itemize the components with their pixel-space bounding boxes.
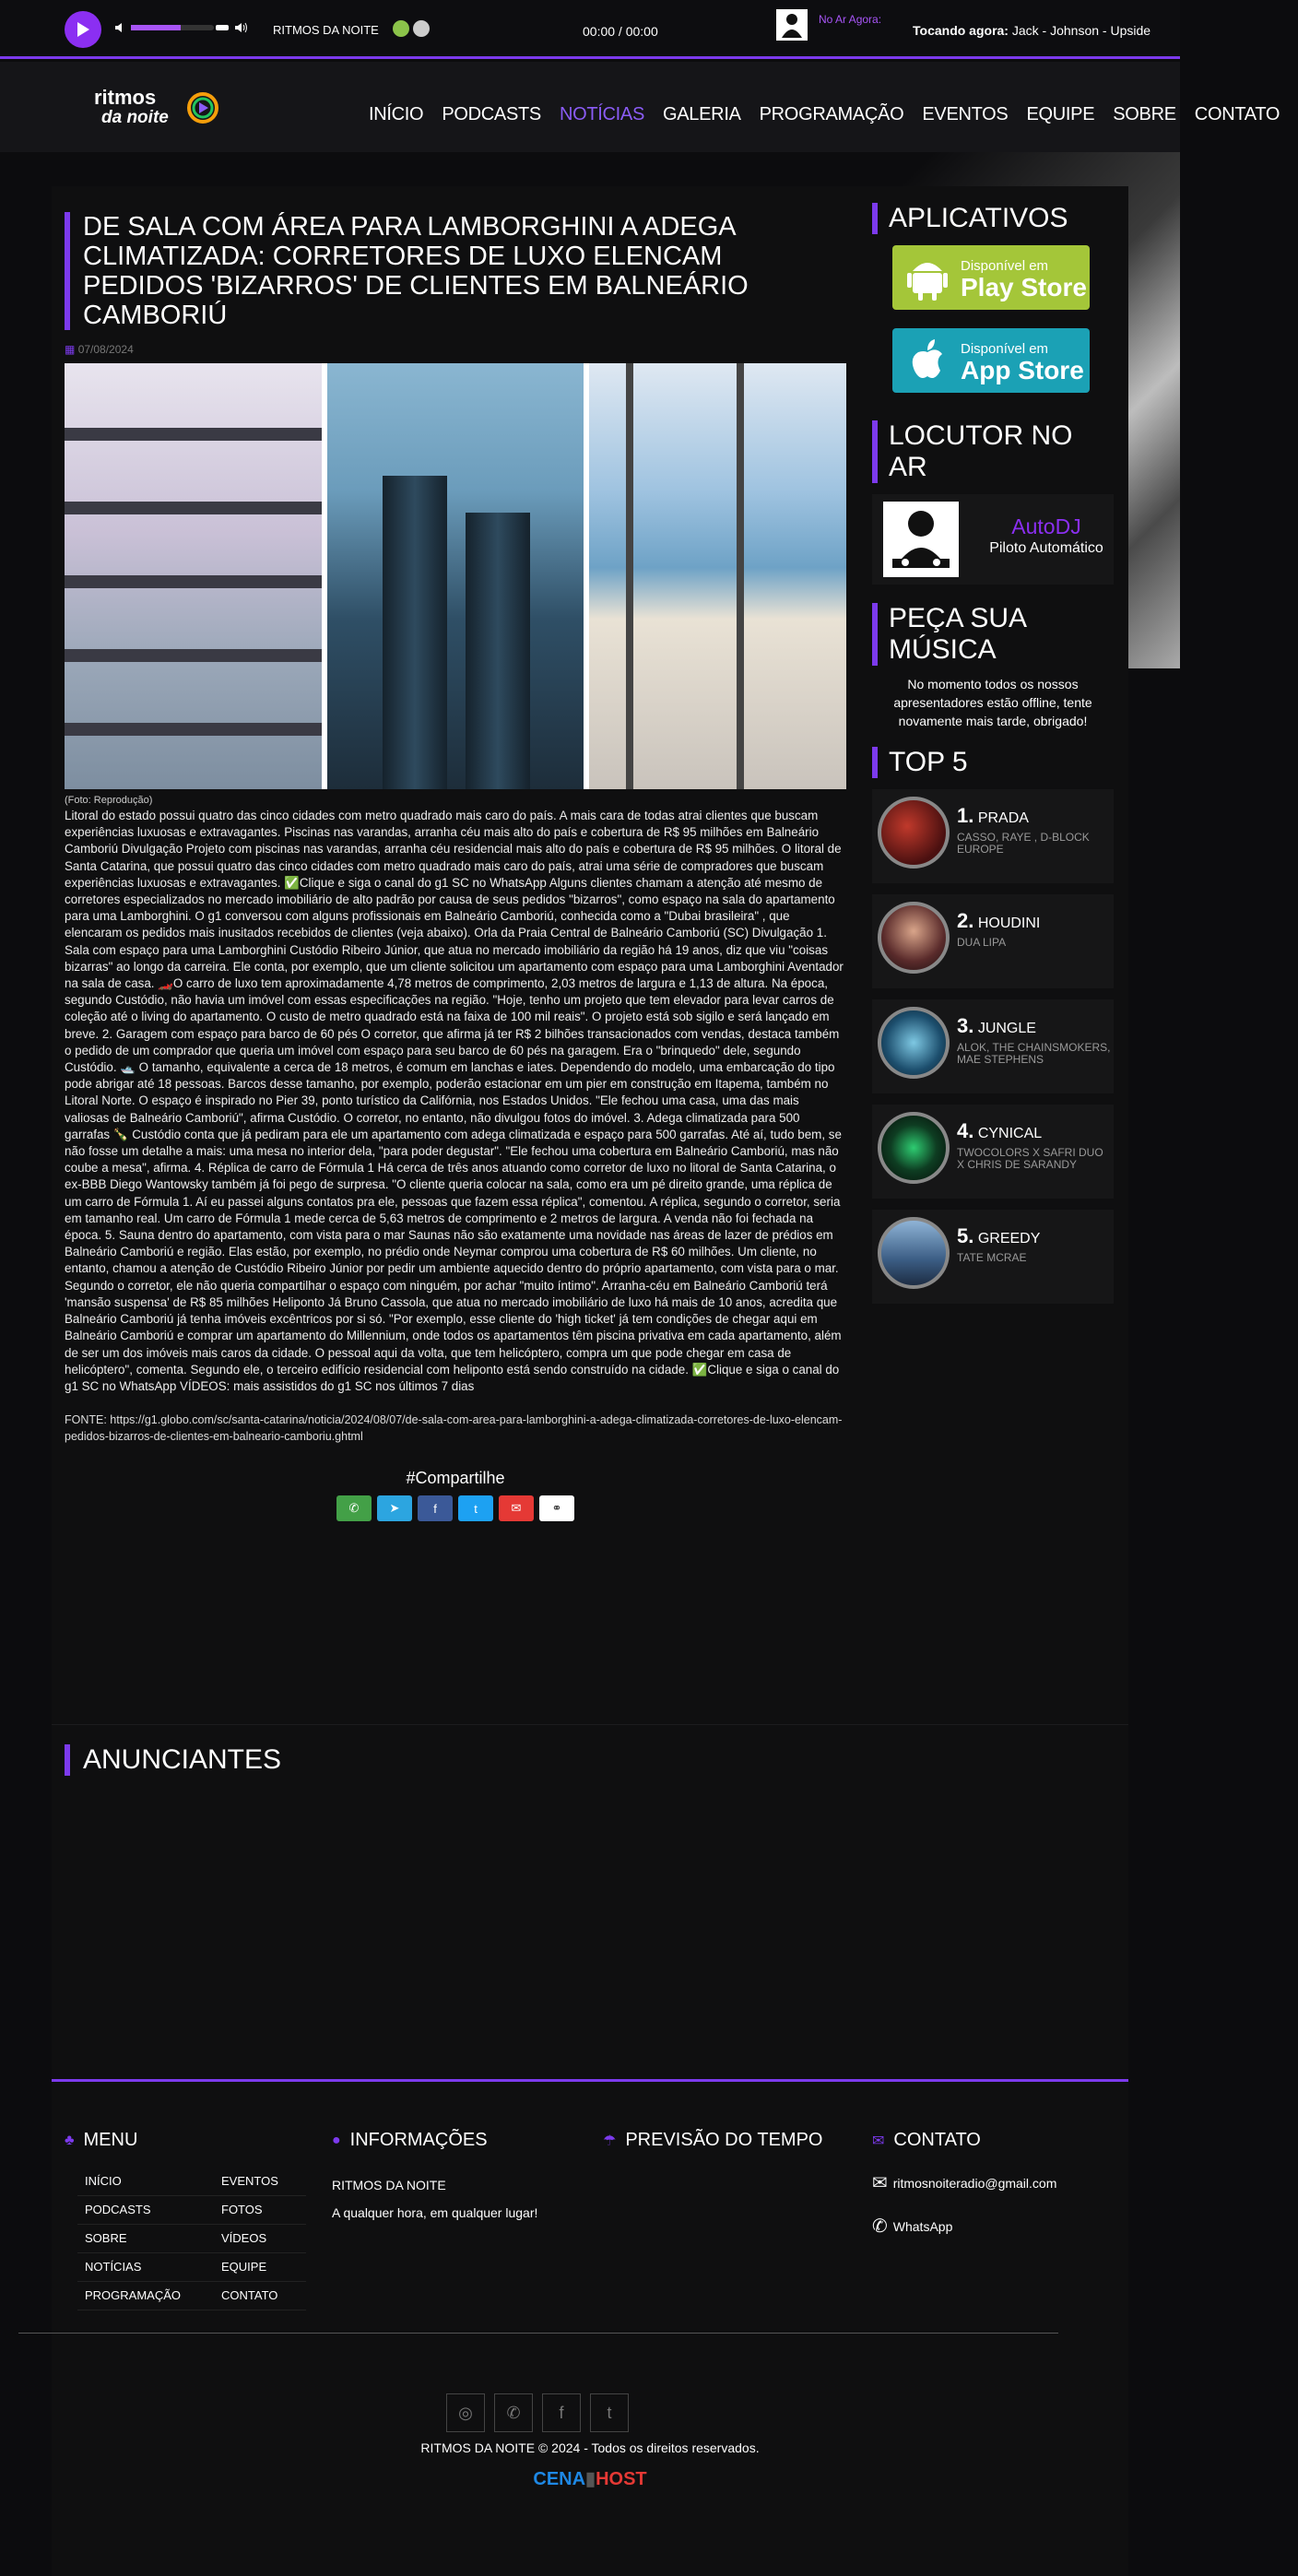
dj-icon (780, 12, 804, 38)
footer-contact-title: CONTATO (893, 2130, 981, 2150)
article-date (65, 343, 846, 356)
top5-item[interactable] (872, 999, 1114, 1093)
email-icon: ✉ (872, 2173, 888, 2193)
volume-slider[interactable] (131, 25, 214, 30)
peca-text: No momento todos os nossos apresentadores estão offline, tente novamente mais tarde, obrigado! (893, 677, 1092, 728)
envelope-icon: ✉ (872, 2133, 885, 2149)
footer-whatsapp[interactable] (872, 2215, 1056, 2238)
nav-podcasts[interactable]: PODCASTS (442, 104, 541, 124)
whatsapp-icon: ✆ (872, 2216, 888, 2237)
top5-song: JUNGLE (977, 1021, 1036, 1036)
article-title-wrap (65, 212, 846, 330)
on-air-label: No Ar Agora: (819, 13, 882, 26)
footer-menu-heading (65, 2130, 306, 2151)
app-store-badge[interactable] (892, 328, 1090, 393)
site-footer (52, 2079, 1128, 2576)
on-air-avatar (776, 9, 808, 41)
nav-equipe[interactable]: EQUIPE (1026, 104, 1095, 124)
share-buttons (65, 1495, 846, 1521)
player-bar (0, 0, 1180, 59)
apple-icon[interactable] (413, 20, 430, 37)
top5-cover (878, 797, 950, 869)
play-button[interactable] (65, 11, 101, 48)
footer-info (332, 2130, 537, 2227)
site-logo[interactable] (92, 84, 221, 128)
locutor-name: AutoDJ (1011, 514, 1081, 538)
top5-cover (878, 1007, 950, 1079)
logo-line2: da noite (101, 108, 169, 127)
twitter-share-icon[interactable]: t (458, 1495, 493, 1521)
top5-title: TOP 5 (872, 747, 1114, 778)
time-display: 00:00 / 00:00 (583, 24, 658, 39)
social-links (446, 2393, 629, 2432)
locutor-show: Piloto Automático (989, 540, 1103, 556)
play-store-line2: Play Store (961, 273, 1087, 301)
top5-item[interactable] (872, 789, 1114, 883)
footer-email-text: ritmosnoiteradio@gmail.com (892, 2175, 1057, 2191)
nav-contato[interactable]: CONTATO (1194, 104, 1280, 124)
volume-mute-icon[interactable] (114, 22, 125, 33)
top5-song: GREEDY (977, 1231, 1041, 1247)
copyright: RITMOS DA NOITE © 2024 - Todos os direitos reservados. (420, 2440, 760, 2455)
top5-cover (878, 1112, 950, 1184)
telegram-share-icon[interactable]: ➤ (377, 1495, 412, 1521)
top5-artist: TWOCOLORS X SAFRI DUO X CHRIS DE SARANDY (957, 1146, 1103, 1171)
locutor-avatar (883, 502, 959, 577)
android-icon[interactable] (393, 20, 409, 37)
footer-info-name: RITMOS DA NOITE (332, 2178, 446, 2192)
radio-name: RITMOS DA NOITE (273, 23, 379, 37)
top5-rank-line (957, 1224, 1040, 1248)
play-icon (76, 21, 90, 38)
footer-link-contato[interactable]: CONTATO (214, 2282, 306, 2310)
locutor-title: LOCUTOR NO AR (872, 420, 1114, 483)
link-share-icon[interactable]: ⚭ (539, 1495, 574, 1521)
article-date-value: 07/08/2024 (77, 343, 134, 356)
dj-icon (883, 502, 959, 577)
top5-rank: 3. (957, 1014, 974, 1037)
volume-knob[interactable] (216, 25, 229, 30)
footer-info-heading (332, 2130, 537, 2151)
top5-rank-line (957, 1119, 1042, 1143)
footer-link-programacao[interactable]: PROGRAMAÇÃO (77, 2282, 214, 2310)
top5-rank: 2. (957, 909, 974, 932)
footer-menu-title: MENU (83, 2130, 138, 2150)
top5-artist: ALOK, THE CHAINSMOKERS, MAE STEPHENS (957, 1041, 1111, 1066)
host-logo-part2: HOST (596, 2469, 647, 2489)
host-logo-part1: CENA (533, 2469, 586, 2489)
facebook-icon[interactable]: f (542, 2393, 581, 2432)
footer-link-sobre[interactable]: SOBRE (77, 2225, 214, 2253)
android-icon (907, 254, 948, 301)
footer-divider (18, 2333, 1058, 2334)
footer-contact-list (872, 2171, 1056, 2238)
footer-info-slogan: A qualquer hora, em qualquer lugar! (332, 2205, 538, 2220)
mini-store-links (393, 20, 430, 37)
anunciantes-title: ANUNCIANTES (65, 1744, 281, 1776)
volume-up-icon[interactable] (234, 22, 247, 33)
top5-artist: DUA LIPA (957, 936, 1007, 949)
footer-link-eventos[interactable]: EVENTOS (214, 2168, 306, 2196)
top5-song: PRADA (977, 810, 1029, 826)
top5-rank: 1. (957, 804, 974, 827)
volume-control (114, 22, 247, 33)
footer-weather-title: PREVISÃO DO TEMPO (625, 2130, 823, 2150)
article (65, 212, 846, 1521)
divider (52, 1724, 1128, 1725)
footer-menu-list (77, 2168, 306, 2310)
footer-weather-heading (603, 2130, 822, 2151)
article-photo (65, 363, 846, 789)
footer-weather (603, 2130, 822, 2151)
share-section (65, 1469, 846, 1521)
now-playing-value: Jack - Johnson - Upside (1011, 23, 1151, 38)
app-store-line2: App Store (961, 356, 1084, 384)
top5-item[interactable] (872, 1210, 1114, 1304)
footer-link-podcasts[interactable]: PODCASTS (77, 2196, 214, 2225)
top5-rank-line (957, 1014, 1036, 1038)
top5-rank: 4. (957, 1119, 974, 1142)
volume-level (131, 25, 181, 30)
footer-info-text (332, 2171, 537, 2227)
main-nav (369, 104, 1298, 125)
play-store-line1: Disponível em (961, 258, 1049, 274)
footer-contact-heading (872, 2130, 1056, 2151)
whatsapp-icon[interactable]: ✆ (494, 2393, 533, 2432)
top5-list (872, 789, 1114, 1304)
logo-line1: ritmos (94, 86, 157, 109)
article-title: DE SALA COM ÁREA PARA LAMBORGHINI A ADEGA CLIMATIZADA: CORRETORES DE LUXO ELENCAM PEDIDOS 'BIZARROS' DE CLIENTES EM BALNEÁRIO CAMBORIÚ (83, 212, 749, 330)
photo-towers (327, 363, 584, 789)
content-container (52, 186, 1128, 2082)
footer-email[interactable] (872, 2171, 1056, 2194)
footer-whatsapp-text: WhatsApp (892, 2218, 953, 2234)
host-logo[interactable] (0, 2467, 1180, 2490)
nav-sobre[interactable]: SOBRE (1113, 104, 1176, 124)
top5-item[interactable] (872, 1105, 1114, 1199)
top5-artist: CASSO, RAYE , D-BLOCK EUROPE (957, 831, 1090, 856)
peca-title: PEÇA SUA MÚSICA (872, 603, 1114, 666)
photo-balconies (65, 363, 322, 789)
footer-contact (872, 2130, 1056, 2258)
footer-info-title: INFORMAÇÕES (349, 2130, 488, 2150)
nav-eventos[interactable]: EVENTOS (922, 104, 1009, 124)
calendar-icon: ▦ (65, 343, 76, 356)
app-store-line1: Disponível em (961, 341, 1049, 357)
site-header (0, 62, 1280, 152)
photo-ocean-view (589, 363, 846, 789)
top5-song: CYNICAL (977, 1126, 1043, 1141)
top5-artist: TATE MCRAE (957, 1251, 1027, 1264)
locutor-card (872, 494, 1114, 585)
footer-link-fotos[interactable]: FOTOS (214, 2196, 306, 2225)
nav-inicio[interactable]: INÍCIO (369, 104, 424, 124)
nav-noticias[interactable]: NOTÍCIAS (559, 104, 645, 124)
share-title: #Compartilhe (406, 1469, 505, 1488)
twitter-icon[interactable]: t (590, 2393, 629, 2432)
photo-caption: (Foto: Reprodução) (65, 795, 153, 806)
info-icon: ● (332, 2132, 341, 2148)
umbrella-icon: ☂ (603, 2133, 617, 2149)
apple-icon (909, 339, 946, 382)
top5-rank-line (957, 804, 1029, 828)
now-playing-label: Tocando agora: (913, 23, 1009, 38)
instagram-icon[interactable]: ◎ (446, 2393, 485, 2432)
top5-song: HOUDINI (977, 916, 1041, 931)
top5-rank: 5. (957, 1224, 974, 1247)
facebook-share-icon[interactable]: f (418, 1495, 453, 1521)
footer-link-noticias[interactable]: NOTÍCIAS (77, 2253, 214, 2282)
now-playing (913, 23, 1151, 38)
top5-rank-line (957, 909, 1040, 933)
footer-menu (65, 2130, 306, 2310)
footer-link-inicio[interactable]: INÍCIO (77, 2168, 214, 2196)
top5-cover (878, 1217, 950, 1289)
article-source: FONTE: https://g1.globo.com/sc/santa-catarina/noticia/2024/08/07/de-sala-com-area-para-lamborghini-a-adega-climatizada-corretores-de-luxo-elencam-pedidos-bizarros-de-clientes-em-balneario-camboriu.ghtml (65, 1413, 843, 1444)
nav-galeria[interactable]: GALERIA (663, 104, 741, 124)
play-store-badge[interactable] (892, 245, 1090, 310)
apps-title: APLICATIVOS (872, 203, 1114, 234)
footer-link-equipe[interactable]: EQUIPE (214, 2253, 306, 2282)
whatsapp-share-icon[interactable]: ✆ (336, 1495, 372, 1521)
article-body: Litoral do estado possui quatro das cinco cidades com metro quadrado mais caro do país. A mais cara de todas atrai clientes que buscam experiências luxuosas e extravagantes. Piscinas nas varandas, arranha céu mais alto do país e cobertura de R$ 95 milhões em Balneário Camboriú Divulgação Projeto com piscinas nas varandas, arranha céu residencial mais alto do país e cobertura de R$ 95 milhões. O litoral de Santa Catarina, que possui quatro das cinco cidades com metro quadrado mais caro do país, atrai uma série de compradores que buscam experiências luxuosas e extravagantes. ✅Clique e siga o canal do g1 SC no WhatsApp Alguns clientes chamam a atenção até mesmo de corretores especializados no mercado imobiliário de alto padrão por causa de seus pedidos "bizarros", como espaço na sala do apartamento para uma Lamborghini. O g1 conversou com alguns profissionais em Balneário Camboriú, conhecida como a "Dubai brasileira" , que elencaram os pedidos mais inusitados recebidos de clientes (veja abaixo). Orla da Praia Central de Balneário Camboriú (SC) Divulgação 1. Sala com espaço para uma Lamborghini Custódio Ribeiro Júnior, que atua no mercado imobiliário da região há 19 anos, diz que viu "coisas bizarras" ao longo da carreira. Ele conta, por exemplo, que um cliente solicitou um apartamento com espaço para uma Lamborghini Aventador na sala de casa. 🏎️O carro de luxo tem aproximadamente 4,78 metros de comprimento, 2,03 metros de largura e 1,13 de altura. Na época, segundo Custódio, não havia um imóvel com essas especificações na região. "Hoje, tenho um projeto que tem elevador para levar carros de coleção até o living do apartamento. O custo de metro quadrado está na faixa de 100 mil reais". O projeto está sob sigilo e será lançado em breve. 2. Garagem com espaço para barco de 60 pés O corretor, que afirma já ter R$ 2 bilhões transacionados com vendas, destaca também o pedido de um comprador que queria um imóvel com espaço para seu barco de 60 pés na garagem. Era o "brinquedo" dele, segundo Custódio. 🛥️ O tamanho, equivalente a cerca de 18 metros, é comum em lanchas e iates. Dependendo do modelo, uma embarcação do tipo pode abrigar até 18 pessoas. Barcos desse tamanho, por exemplo, poderão estacionar em um pier em construção em Itapema, também no Litoral Norte. O espaço é inspirado no Pier 39, ponto turístico da Califórnia, nos Estados Unidos. "Ele fechou uma casa, uma das mais valiosas de Balneário Camboriú", afirma Custódio. O corretor, no entanto, não divulgou fotos do imóvel. 3. Adega climatizada para 500 garrafas 🍾 Custódio conta que já pediram para ele um apartamento com adega climatizada e espaço para 500 garrafas. Até aí, tudo bem, se não fosse um detalhe a mais: uma mesa no interior dela, "para poder degustar". "Ele fechou uma cobertura em Balneário Camboriú, mas não coube a mesa", afirma. 4. Réplica de carro de Fórmula 1 Há cerca de três anos atuando como corretor de luxo no litoral de Santa Catarina, o ex-BBB Diego Wantowsky também já foi pego de surpresa. "O cliente queria colocar na sala, como era um pé direito grande, uma réplica de um carro de Fórmula 1. Aí eu passei alguns contatos pra ele, pessoas que fazem essa réplica", comentou. A réplica, segundo o corretor, seria em tamanho real. Um carro de Fórmula 1 mede cerca de 5,63 metros de comprimento e 2 metros de largura. A venda não foi fechada na época. 5. Sauna dentro do apartamento, com vista para o mar Saunas não são exatamente uma novidade nas áreas de lazer de prédios em Balneário Camboriú e região. Elas estão, por exemplo, no prédio onde Neymar comprou uma cobertura de R$ 60 milhões. Um cliente, no entanto, chamou a atenção de Custódio Ribeiro Júnior por pedir um ambiente aquecido dentro do próprio apartamento, com vista para o mar. Segundo o corretor, ele não queria compartilhar o espaço com ninguém, por achar "muito íntimo". Arranha-céu em Balneário Camboriú terá 'mansão suspensa' de R$ 85 milhões Heliponto Já Bruno Cassola, que atua no mercado imobiliário de luxo há mais de 10 anos, acredita que Balneário Camboriú já tenha imóveis excêntricos por si só. "Por exemplo, esse cliente do 'high ticket' já tem condições de chegar aqui em Balneário Camboriú e comprar um apartamento do Millennium, onde todos os apartamentos têm piscina privativa em cada apartamento, além de ser um dos imóveis mais caros da cidade. O pessoal aqui da volta, que tem helicóptero, compra um que pode chegar em casa de helicóptero", comenta. Segundo ele, o terceiro edifício residencial com heliponto está sendo construído na cidade. ✅Clique e siga o canal do g1 SC no WhatsApp VÍDEOS: mais assistidos do g1 SC nos últimos 7 dias (65, 809, 844, 1393)
top5-cover (878, 902, 950, 974)
sidebar (872, 203, 1114, 1304)
email-share-icon[interactable]: ✉ (499, 1495, 534, 1521)
top5-item[interactable] (872, 894, 1114, 988)
footer-link-videos[interactable]: VÍDEOS (214, 2225, 306, 2253)
host-logo-separator: ▮ (585, 2469, 596, 2489)
nav-programacao[interactable]: PROGRAMAÇÃO (759, 104, 904, 124)
sitemap-icon: ♣ (65, 2132, 75, 2148)
